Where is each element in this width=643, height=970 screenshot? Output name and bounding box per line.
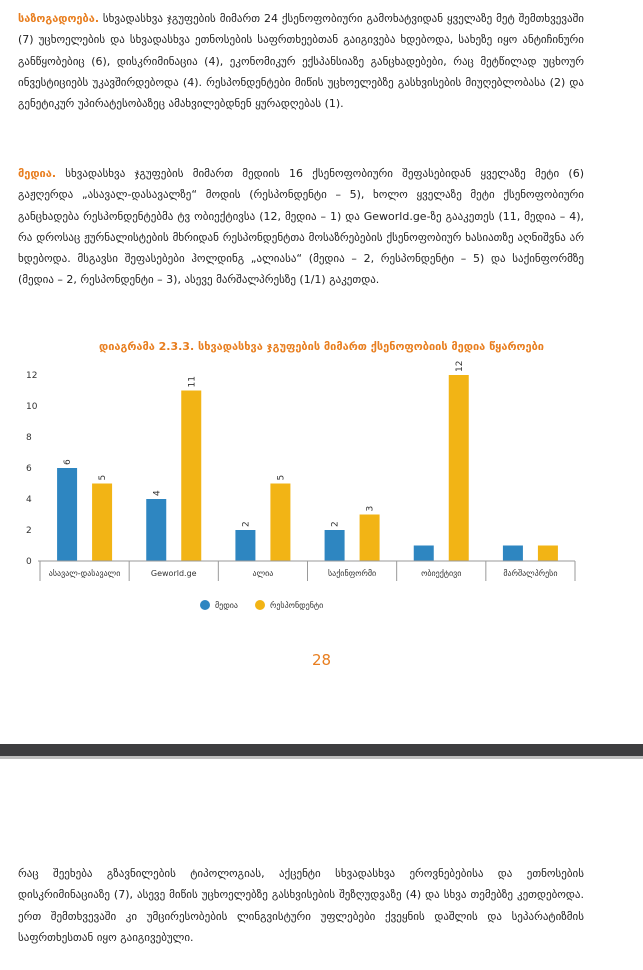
page-number: 28	[311, 651, 332, 669]
data-label: 12	[454, 360, 465, 372]
bar	[270, 484, 290, 562]
paragraph-lead: მედია.	[18, 167, 57, 180]
data-label: 11	[187, 376, 198, 388]
page-divider	[0, 744, 643, 756]
data-label: 4	[152, 490, 163, 496]
y-tick-label: 10	[26, 402, 38, 412]
paragraph-text: სხვადასხვა ჯგუფების მიმართ მედიის 16 ქსენოფობიური შეფასებიდან ყველაზე მეტი (6) გაჟღერდა „ასავალ-დასავალზე“ მოდის (რესპონდენტი – 5), ხოლო ყველაზე მეტი ქსენოფობიური განცხადება რესპონდენტებმა ტვ ობიექტივსა (12, მედია – 1) და Geworld.ge-ზე გააკეთეს (11, მედია – 4), რა დროსაც ჟურნალისტების მხრიდან რესპონდენტთა მოსაზრებების ქსენოფობიურ ხასიათზე აღნიშვნა არ ხდებოდა. მსგავსი შეფასებები ჰოლდინგ „ალიასა“ (მედია – 2, რესპონდენტი – 5) და საქინფორმზე (მედია – 2, რესპონდენტი – 3), ასევე მარშალპრესზე (1/1) გაკეთდა.	[18, 167, 584, 287]
bar	[92, 484, 112, 562]
paragraph-text: რაც შეეხება გზავნილების ტიპოლოგიას, აქცენტი სხვადასხვა ეროვნებებისა და ეთნოსების დისკრიმინაციაზე (7), ასევე მიწის უცხოელებზე გასხვისების შეზღუდვაზე (4) და სხვა თემებზე კეთდებოდა. ერთ შემთხვევაში კი უმცირესობების ლინგვისტური უფლებები ქვეყნის დაშლის და სეპარატიზმის საფრთხესთან იყო გაიგივებული.	[18, 867, 584, 944]
x-tick-label: ალია	[252, 569, 274, 578]
legend-marker	[255, 600, 265, 610]
bar	[360, 515, 380, 562]
bar	[181, 391, 201, 562]
bar-chart	[0, 360, 643, 635]
data-label: 2	[241, 521, 252, 527]
paragraph-media	[18, 163, 584, 291]
bar	[414, 546, 434, 562]
y-tick-label: 8	[26, 433, 32, 443]
data-label: 5	[98, 474, 109, 481]
bar	[235, 530, 255, 561]
y-tick-label: 0	[26, 557, 32, 567]
y-tick-label: 6	[26, 464, 32, 474]
legend-label: რესპონდენტი	[270, 601, 324, 610]
legend-marker	[200, 600, 210, 610]
data-label: 6	[63, 459, 74, 465]
paragraph-society	[18, 8, 584, 114]
y-tick-label: 2	[26, 526, 32, 536]
x-tick-label: საქინფორმი	[327, 569, 377, 578]
data-label: 3	[365, 505, 376, 512]
x-tick-label: ობიექტივი	[421, 569, 462, 578]
x-tick-label: ასავალ-დასავალი	[48, 569, 121, 578]
x-tick-label: Geworld.ge	[150, 569, 197, 578]
bar	[146, 499, 166, 561]
paragraph-lead: საზოგადოება.	[18, 12, 100, 25]
data-label: 5	[276, 474, 287, 481]
y-tick-label: 4	[26, 495, 32, 505]
paragraph-text: სხვადასხვა ჯგუფების მიმართ 24 ქსენოფობიური გამოხატვიდან ყველაზე მეტ შემთხვევაში (7) უცხოელების და სხვადასხვა ეთნოსების საფრთხეებთან გაიგივება ხდებოდა, სახეზე იყო ანტიჩინური განწყობებიც (6), დისკრიმინაცია (4), ეკონომიკურ ექსპანსიაზე განცხადებები, რაც მეტწილად უცხოურ ინვესტიციებს უკავშირდებოდა (4). რესპონდენტები მიწის უცხოელებზე გასხვისების მიუღებლობასა (2) და გენეტიკურ უპირატესობაზეც ამახვილებდნენ ყურადღებას (1).	[18, 12, 584, 111]
x-tick-label: მარშალპრესი	[503, 569, 558, 578]
paragraph-typology	[18, 863, 584, 948]
y-tick-label: 12	[26, 371, 38, 381]
bar	[57, 468, 77, 561]
legend-label: მედია	[215, 601, 238, 610]
bar	[503, 546, 523, 562]
bar	[325, 530, 345, 561]
chart-title: დიაგრამა 2.3.3. სხვადასხვა ჯგუფების მიმართ ქსენოფობიის მედია წყაროები	[99, 340, 544, 353]
page-divider-shadow	[0, 756, 643, 759]
data-label: 2	[330, 521, 341, 527]
bar	[538, 546, 558, 562]
bar	[449, 375, 469, 561]
